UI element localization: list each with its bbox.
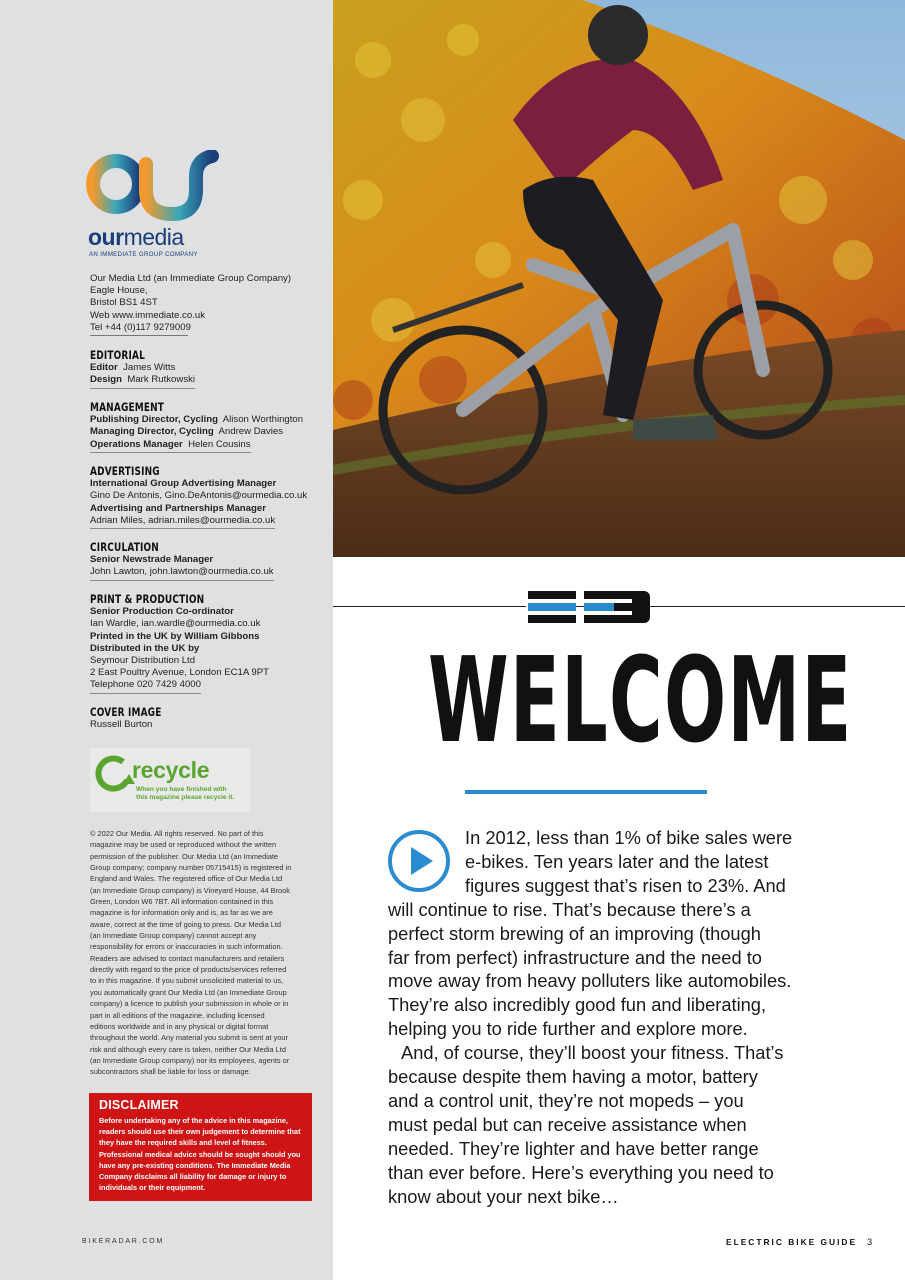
credit-line: Publishing Director, Cycling Alison Worthington <box>90 414 304 426</box>
footer-title: ELECTRIC BIKE GUIDE <box>726 1237 858 1247</box>
management-section <box>90 401 320 453</box>
body-line: In 2012, less than 1% of bike sales were <box>465 827 793 848</box>
credit-line: Managing Director, Cycling Andrew Davies <box>90 426 284 438</box>
body-line: They’re also incredibly good fun and liberating, <box>388 994 767 1016</box>
address-line: Our Media Ltd (an Immediate Group Company) <box>90 273 292 284</box>
body-line: move away from heavy polluters like automobiles. <box>388 970 792 992</box>
credit-role: Printed in the UK by William Gibbons <box>90 630 260 642</box>
section-title: PRINT & PRODUCTION <box>90 592 205 606</box>
body-line: figures suggest that’s risen to 23%. And <box>465 874 786 896</box>
credit-role: Senior Production Co-ordinator <box>90 606 234 618</box>
credit-line: Design Mark Rutkowski <box>90 374 320 388</box>
credit-contact: Telephone 020 7429 4000 <box>90 679 201 693</box>
address-tel: Tel +44 (0)117 9279009 <box>90 321 191 333</box>
credit-contact: Ian Wardle, ian.wardle@ourmedia.co.uk <box>90 618 261 630</box>
intro-body <box>388 826 828 1209</box>
credit-contact: 2 East Poultry Avenue, London EC1A 9PT <box>90 667 270 679</box>
body-line: and a control unit, they’re not mopeds – you <box>388 1089 744 1111</box>
production-section <box>90 593 320 694</box>
body-line: because despite them having a motor, battery <box>388 1066 758 1088</box>
logo-wordmark: ourmedia <box>88 224 184 250</box>
recycle-arrow-icon <box>93 754 137 794</box>
credit-contact: Adrian Miles, adrian.miles@ourmedia.co.uk <box>90 515 275 529</box>
body-line: than ever before. Here’s everything you need to <box>388 1161 774 1183</box>
body-line: must pedal but can receive assistance when <box>388 1113 747 1135</box>
disclaimer-title: DISCLAIMER <box>99 1098 179 1112</box>
credit-role: International Group Advertising Manager <box>90 478 277 490</box>
body-line: perfect storm brewing of an improving (though <box>388 922 761 944</box>
credit-contact: John Lawton, john.lawton@ourmedia.co.uk <box>90 566 274 580</box>
legal-copyright: © 2022 Our Media. All rights reserved. No part of this magazine may be used or reproduced without the written permission of the publisher. Our Media Ltd (an Immediate Group company; company number 05715415) is registered in England and Wales. The registered office of Our Media Ltd (an Immediate Group company) is Vineyard House, 44 Brook Green, London W6 7BT. All information contained in this magazine is for information only and is, as far as we are aware, correct at the time of going to press. Our Media Ltd (an Immediate Group company) cannot accept any responsibility for errors or inaccuracies in such information. Readers are advised to contact manufacturers and retailers directly with regard to the price of products/services referred to in this magazine. If you submit unsolicited material to us, you automatically grant Our Media Ltd (an Immediate Group company) a licence to publish your submission in whole or in part in all editions of the magazine, including licensed editions worldwide and in any physical or digital format throughout the world. Any material you submit is sent at your risk and although every care is taken, neither Our Media Ltd (an Immediate Group company) nor its employees, agents or subcontractors shall be liable for loss or damage. <box>90 829 292 1077</box>
footer-website: BIKERADAR.COM <box>82 1238 165 1245</box>
publisher-address <box>90 273 320 336</box>
ourmedia-swoosh-icon <box>84 150 224 225</box>
body-line: e-bikes. Ten years later and the latest <box>465 850 769 872</box>
footer-publication <box>726 1237 872 1247</box>
recycle-note: When you have finished with this magazine please recycle it. <box>136 786 235 801</box>
disclaimer-body: Before undertaking any of the advice in this magazine, readers should use their own judgement to determine that they have the required skills and level of fitness. Professional medical advice should be sought should you have any pre-existing conditions. The Immediate Media Company disclaims all liability for damage or injury to individuals or their equipment. <box>99 1116 301 1193</box>
eb-brand-icon <box>526 589 652 625</box>
body-line: will continue to rise. That’s because there’s a <box>388 898 751 920</box>
section-title: CIRCULATION <box>90 540 159 554</box>
credit-contact: Russell Burton <box>90 719 153 731</box>
credit-role: Distributed in the UK by <box>90 642 200 654</box>
credit-role: Senior Newstrade Manager <box>90 554 214 566</box>
body-line: And, of course, they’ll boost your fitness. That’s <box>401 1042 784 1064</box>
editorial-section <box>90 349 320 389</box>
hero-photo-cyclist <box>333 0 905 557</box>
section-title: COVER IMAGE <box>90 705 162 719</box>
credit-contact: Gino De Antonis, Gino.DeAntonis@ourmedia.co.uk <box>90 490 308 502</box>
ourmedia-logo <box>84 150 224 260</box>
section-title: EDITORIAL <box>90 348 145 362</box>
credit-role: Advertising and Partnerships Manager <box>90 502 266 514</box>
address-line: Bristol BS1 4ST <box>90 297 158 309</box>
body-line: far from perfect) infrastructure and the need to <box>388 946 762 968</box>
address-web: Web www.immediate.co.uk <box>90 309 205 321</box>
circulation-section <box>90 541 320 581</box>
disclaimer-box <box>89 1093 312 1201</box>
logo-tagline: AN IMMEDIATE GROUP COMPANY <box>89 251 198 258</box>
cover-image-section <box>90 706 320 731</box>
body-line: helping you to ride further and explore more. <box>388 1018 748 1040</box>
recycle-badge <box>90 748 250 812</box>
recycle-word: recycle <box>132 757 210 783</box>
section-title: MANAGEMENT <box>90 400 165 414</box>
address-line: Eagle House, <box>90 285 148 297</box>
credit-contact: Seymour Distribution Ltd <box>90 655 196 667</box>
body-line: needed. They’re lighter and have better range <box>388 1137 759 1159</box>
advertising-section <box>90 465 320 529</box>
credit-line: Editor James Witts <box>90 362 176 374</box>
page-headline: WELCOME <box>428 631 853 769</box>
section-title: ADVERTISING <box>90 464 160 478</box>
credit-line: Operations Manager Helen Cousins <box>90 439 320 453</box>
page-number: 3 <box>867 1237 873 1247</box>
body-line: know about your next bike… <box>388 1185 619 1207</box>
headline-underline <box>465 790 707 794</box>
